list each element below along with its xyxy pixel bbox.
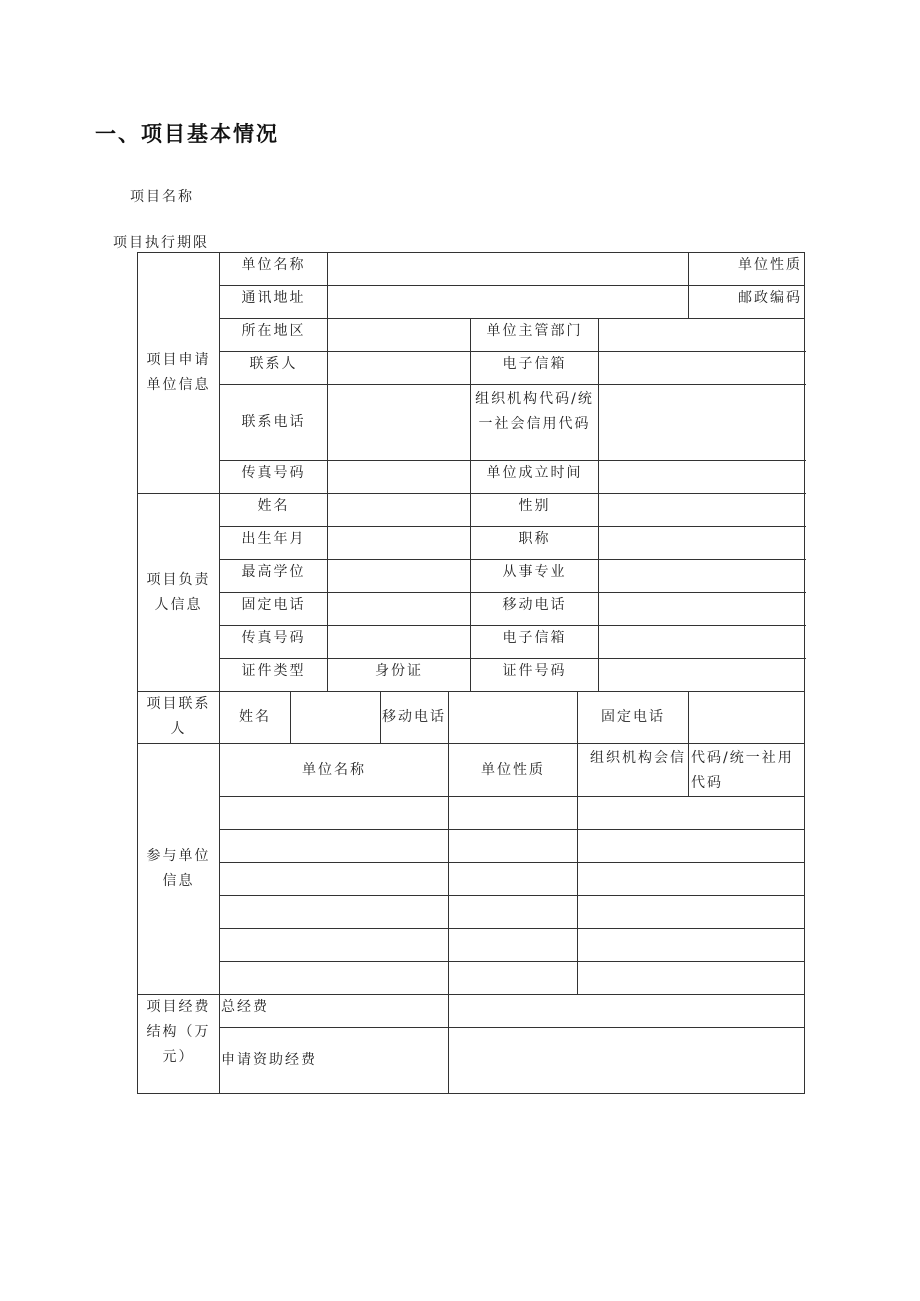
applicant-section-label: 项目申请单位信息 [138,253,220,494]
leader-landline-field[interactable] [328,593,471,626]
partner-name-cell[interactable] [220,863,449,896]
partner-nature-cell[interactable] [449,929,578,962]
leader-degree-label: 最高学位 [220,560,328,593]
leader-mobile-field[interactable] [599,593,805,626]
leader-name-label: 姓名 [220,494,328,527]
supervisor-field[interactable] [599,319,805,352]
partner-nature-cell[interactable] [449,962,578,995]
partner-code-cell[interactable] [578,929,805,962]
leader-id-type-value[interactable]: 身份证 [328,659,471,692]
unit-name-field[interactable] [328,253,689,286]
partner-nature-cell[interactable] [449,830,578,863]
partner-name-cell[interactable] [220,830,449,863]
funding-total-field[interactable] [449,995,805,1028]
partners-col-name: 单位名称 [220,744,449,797]
founded-field[interactable] [599,461,805,494]
fax-field[interactable] [328,461,471,494]
funding-requested-field[interactable] [449,1028,805,1094]
leader-degree-field[interactable] [328,560,471,593]
funding-total-label: 总经费 [220,995,449,1028]
contact-person-name-label: 姓名 [220,692,291,744]
project-period-label: 项目执行期限 [113,235,209,251]
phone-field[interactable] [328,385,471,461]
leader-gender-field[interactable] [599,494,805,527]
address-field[interactable] [328,286,689,319]
contact-person-section-label: 项目联系人 [138,692,220,744]
leader-major-field[interactable] [599,560,805,593]
address-label: 通讯地址 [220,286,328,319]
partner-nature-cell[interactable] [449,863,578,896]
partner-code-cell[interactable] [578,896,805,929]
project-name-label: 项目名称 [130,189,194,205]
partner-name-cell[interactable] [220,962,449,995]
unit-name-label: 单位名称 [220,253,328,286]
email-label: 电子信箱 [471,352,599,385]
leader-fax-label: 传真号码 [220,626,328,659]
founded-label: 单位成立时间 [471,461,599,494]
leader-birth-field[interactable] [328,527,471,560]
partner-name-cell[interactable] [220,797,449,830]
partner-code-cell[interactable] [578,863,805,896]
partners-section-label: 参与单位信息 [138,744,220,995]
partner-code-cell[interactable] [578,962,805,995]
leader-id-number-label: 证件号码 [471,659,599,692]
partner-code-cell[interactable] [578,797,805,830]
org-code-field[interactable] [599,385,805,461]
leader-email-label: 电子信箱 [471,626,599,659]
fax-label: 传真号码 [220,461,328,494]
leader-mobile-label: 移动电话 [471,593,599,626]
leader-id-number-field[interactable] [599,659,805,692]
page-title: 一、项目基本情况 [95,122,279,146]
unit-nature-label: 单位性质 [689,253,805,286]
leader-birth-label: 出生年月 [220,527,328,560]
leader-name-field[interactable] [328,494,471,527]
leader-id-type-label: 证件类型 [220,659,328,692]
funding-requested-label: 申请资助经费 [220,1028,449,1094]
contact-field[interactable] [328,352,471,385]
leader-gender-label: 性别 [471,494,599,527]
partner-nature-cell[interactable] [449,797,578,830]
org-code-label: 组织机构代码/统一社会信用代码 [471,385,599,461]
region-field[interactable] [328,319,471,352]
contact-person-landline-label: 固定电话 [578,692,689,744]
leader-section-label: 项目负责人信息 [138,494,220,692]
project-info-table [137,252,805,1094]
leader-title-field[interactable] [599,527,805,560]
leader-title-label: 职称 [471,527,599,560]
leader-major-label: 从事专业 [471,560,599,593]
supervisor-label: 单位主管部门 [471,319,599,352]
partners-col-code-a: 组织机构会信 [578,744,689,797]
partners-col-code-b: 代码/统一社用代码 [689,744,805,797]
contact-person-name-field[interactable] [291,692,381,744]
leader-landline-label: 固定电话 [220,593,328,626]
partner-code-cell[interactable] [578,830,805,863]
email-field[interactable] [599,352,805,385]
contact-label: 联系人 [220,352,328,385]
contact-person-landline-field[interactable] [689,692,805,744]
leader-fax-field[interactable] [328,626,471,659]
funding-section-label: 项目经费结构（万元） [138,995,220,1094]
phone-label: 联系电话 [220,385,328,461]
contact-person-mobile-label: 移动电话 [381,692,449,744]
leader-email-field[interactable] [599,626,805,659]
partner-name-cell[interactable] [220,929,449,962]
contact-person-mobile-field[interactable] [449,692,578,744]
partner-name-cell[interactable] [220,896,449,929]
region-label: 所在地区 [220,319,328,352]
partners-col-nature: 单位性质 [449,744,578,797]
partner-nature-cell[interactable] [449,896,578,929]
postcode-label: 邮政编码 [689,286,805,319]
